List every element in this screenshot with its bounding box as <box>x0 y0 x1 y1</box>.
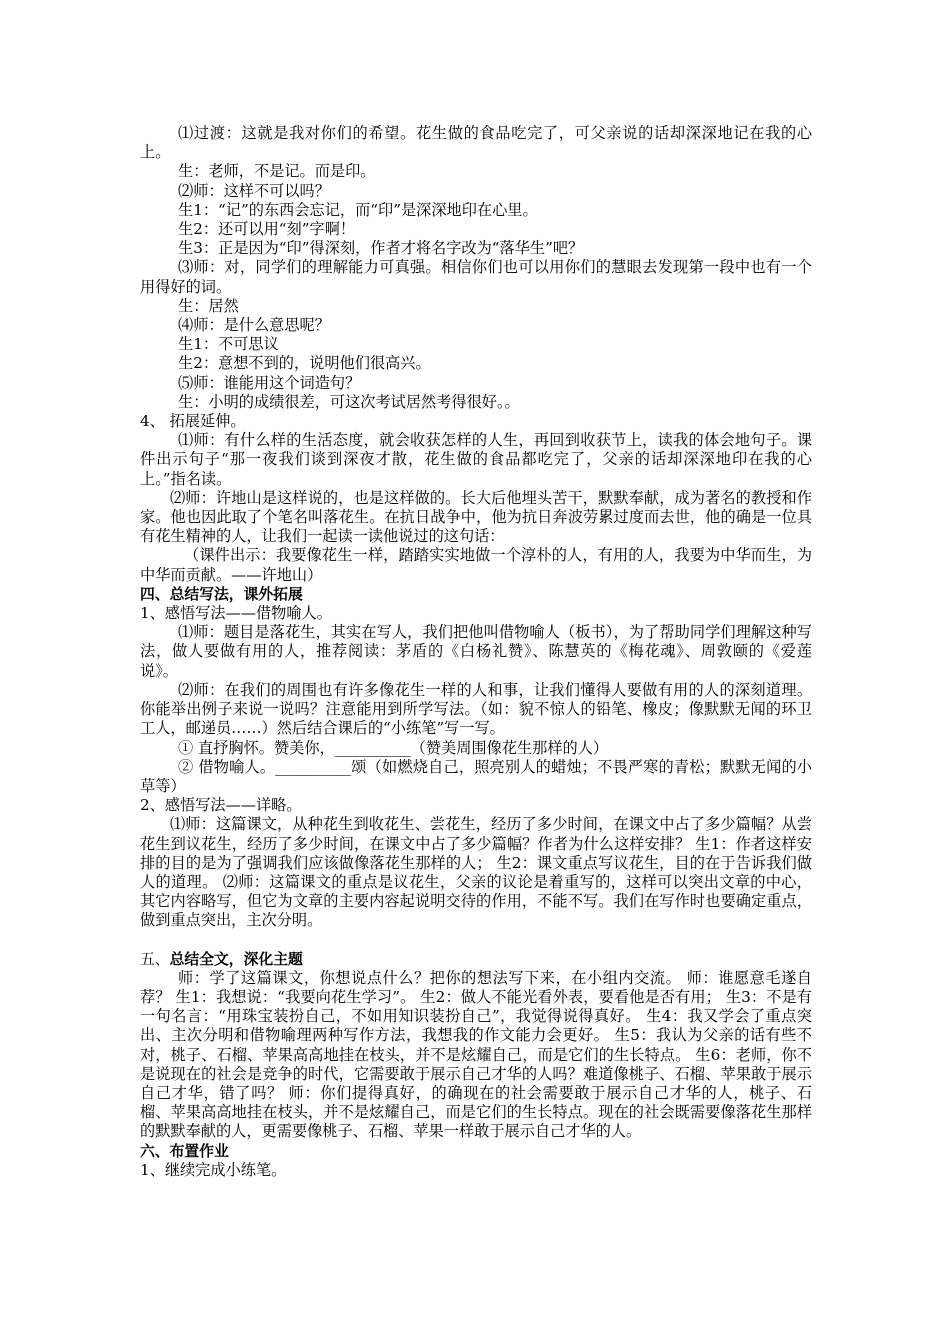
paragraph-detail: ⑴师：这篇课文，从种花生到收花生、尝花生，经历了多少时间，在课文中占了多少篇幅？从尝花生到议花生，经历了多少时间，在课文中占了多少篇幅？作者为什么这样安排？ 生1：作者这样安排的目的是为了强调我们应该做像落花生那样的人； 生2：课文重点写议花生，目的在于告诉我们做人的道理。 ⑵师：这篇课文的重点是议花生，父亲的议论是着重写的，这样可以突出文章的中心，其它内容略写，但它为文章的主要内容起说明交待的作用，不能不写。我们在写作时也要确定重点，做到重点突出，主次分明。 <box>140 815 812 930</box>
paragraph-exercise-2: ② 借物喻人。__________颂（如燃烧自己，照亮别人的蜡烛；不畏严寒的青松；默默无闻的小草等） <box>140 757 812 795</box>
paragraph-metaphor-1: ⑴师：题目是落花生，其实在写人，我们把他叫借物喻人（板书），为了帮助同学们理解这种写法，做人要做有用的人，推荐阅读：茅盾的《白杨礼赞》、陈慧英的《梅花魂》、周敦颐的《爱莲说》。 <box>140 623 812 680</box>
paragraph-student-3: 生3：正是因为“印”得深刻，作者才将名字改为“落华生”吧？ <box>178 239 584 258</box>
paragraph-teacher-meaning: ⑷师：是什么意思呢？ <box>178 316 330 335</box>
paragraph-courseware-quote: （课件出示：我要像花生一样，踏踏实实地做一个淳朴的人，有用的人，我要为中华而生，为中华而贡献。——许地山） <box>140 546 812 584</box>
section-heading-five <box>140 950 812 969</box>
paragraph-transition: ⑴过渡：这就是我对你们的希望。花生做的食品吃完了，可父亲说的话却深深地记在我的心上。 <box>140 124 812 162</box>
paragraph-student-2: 生2：还可以用“刻”字啊！ <box>178 220 356 239</box>
paragraph-student-1: 生1：“记”的东西会忘记，而“印”是深深地印在心里。 <box>178 200 538 219</box>
paragraph-extension-2: ⑵师：许地山是这样说的，也是这样做的。长大后他埋头苦干，默默奉献，成为著名的教授和作家。他也因此取了个笔名叫落花生。在抗日战争中，他为抗日奔波劳累过度而去世，他的确是一位具有花生精神的人，让我们一起读一读他说过的这句话： <box>140 488 812 546</box>
section-heading-five-title: 总结全文，深化主题 <box>169 950 303 968</box>
paragraph-teacher-word: ⑶师：对，同学们的理解能力可真强。相信你们也可以用你们的慧眼去发现第一段中也有一个用得好的词。 <box>140 258 812 296</box>
subheading-metaphor: 1、感悟写法——借物喻人。 <box>140 604 332 623</box>
paragraph-student-2b: 生2：意想不到的，说明他们很高兴。 <box>178 354 431 373</box>
section-heading-six: 六、布置作业 <box>140 1142 229 1160</box>
document-page <box>140 124 812 1180</box>
paragraph-metaphor-2: ⑵师：在我们的周围也有许多像花生一样的人和事，让我们懂得人要做有用的人的深刻道理。你能举出例子来说一说吗？注意能用到所学写法。（如：貌不惊人的铅笔、橡皮；像默默无闻的环卫工人，邮递员……）然后结合课后的“小练笔”写一写。 <box>140 680 812 738</box>
paragraph-student-answer: 生：居然 <box>178 296 239 315</box>
paragraph-teacher-sentence: ⑸师：谁能用这个词造句？ <box>178 373 361 392</box>
paragraph-student-1b: 生1：不可思议 <box>178 335 279 354</box>
spacer <box>140 931 812 950</box>
subheading-detail: 2、感悟写法——详略。 <box>140 796 302 815</box>
section-heading-four: 四、总结写法，课外拓展 <box>140 585 303 603</box>
section-heading-extension: 4、 拓展延伸。 <box>140 412 246 431</box>
section-heading-five-number: 五、 <box>140 950 170 968</box>
paragraph-student-sentence: 生：小明的成绩很差，可这次考试居然考得很好。。 <box>178 392 520 411</box>
paragraph-student-reply: 生：老师，不是记。而是印。 <box>178 162 376 181</box>
paragraph-teacher-question: ⑵师：这样不可以吗？ <box>178 181 330 200</box>
paragraph-summary: 师：学了这篇课文，你想说点什么？把你的想法写下来，在小组内交流。 师：谁愿意毛遂自荐？ 生1：我想说：“我要向花生学习”。 生2：做人不能光看外表，要看他是否有用； 生3：不是有一句名言：“用珠宝装扮自己，不如用知识装扮自己”，我觉得说得真好。 生4：我又学会了重点突出、主次分明和借物喻理两种写作方法，我想我的作文能力会更好。 生5：我认为父亲的话有些不对，桃子、石榴、苹果高高地挂在枝头，并不是炫耀自己，而是它们的生长特点。 生6：老师，你不是说现在的社会是竞争的时代，它需要敢于展示自己才华的人吗？难道像桃子、石榴、苹果敢于展示自己才华，错了吗？ 师：你们提得真好，的确现在的社会需要敢于展示自己才华的人，桃子、石榴、苹果高高地挂在枝头，并不是炫耀自己，而是它们的生长特点。现在的社会既需要像落花生那样的默默奉献的人，更需要像桃子、石榴、苹果一样敢于展示自己才华的人。 <box>140 968 812 1141</box>
paragraph-homework: 1、继续完成小练笔。 <box>140 1160 287 1179</box>
paragraph-extension-1: ⑴师：有什么样的生活态度，就会收获怎样的人生，再回到收获节上，读我的体会地句子。课件出示句子“那一夜我们谈到深夜才散，花生做的食品都吃完了，父亲的话却深深地印在我的心上。”指名读。 <box>140 431 812 488</box>
paragraph-exercise-1: ① 直抒胸怀。赞美你，__________（赞美周围像花生那样的人） <box>178 738 609 757</box>
